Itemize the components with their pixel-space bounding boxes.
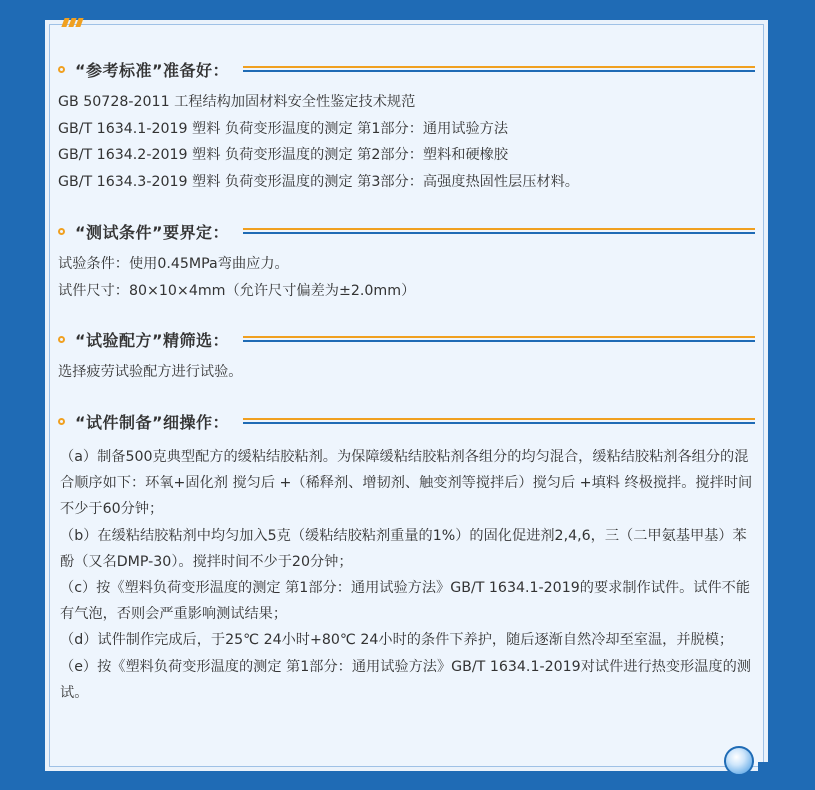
section-body [58, 251, 755, 304]
section-heading [58, 58, 755, 80]
step-paragraph: （e）按《塑料负荷变形温度的测定 第1部分：通用试验方法》GB/T 1634.1-2019对试件进行热变形温度的测试。 [60, 658, 751, 701]
section-title: “测试条件”要界定： [75, 222, 230, 242]
standard-line: GB/T 1634.2-2019 塑料 负荷变形温度的测定 第2部分：塑料和硬橡胶 [58, 147, 509, 163]
section-test-conditions [58, 220, 755, 304]
section-reference-standards [58, 58, 755, 195]
step-paragraph: （c）按《塑料负荷变形温度的测定 第1部分：通用试验方法》GB/T 1634.1-2019的要求制作试件。试件不能有气泡，否则会严重影响测试结果； [60, 580, 751, 623]
divider-rule [243, 336, 755, 342]
bullet-icon [58, 228, 65, 235]
section-heading [58, 220, 755, 242]
section-body [58, 359, 755, 386]
section-title: “试件制备”细操作： [75, 412, 230, 432]
section-heading [58, 410, 755, 432]
step-paragraph: （a）制备500克典型配方的缓粘结胶粘剂。为保障缓粘结胶粘剂各组分的均匀混合，缓粘结胶粘剂各组分的混合顺序如下：环氧+固化剂 搅匀后 +（稀释剂、增韧剂、触变剂等搅拌后）搅匀后 +填料 终极搅拌。搅拌时间不少于60分钟； [60, 449, 753, 518]
divider-rule [243, 66, 755, 72]
bullet-icon [58, 418, 65, 425]
bubble-icon [724, 746, 754, 776]
section-body [58, 89, 755, 195]
formula-line: 选择疲劳试验配方进行试验。 [58, 364, 243, 380]
standard-line: GB 50728-2011 工程结构加固材料安全性鉴定技术规范 [58, 94, 416, 110]
step-paragraph: （d）试件制作完成后，于25℃ 24小时+80℃ 24小时的条件下养护，随后逐渐自然冷却至室温，并脱模； [60, 632, 734, 649]
step-paragraph: （b）在缓粘结胶粘剂中均匀加入5克（缓粘结胶粘剂重量的1%）的固化促进剂2,4,6，三（二甲氨基甲基）苯酚（又名DMP-30）。搅拌时间不少于20分钟； [60, 527, 747, 570]
section-body [58, 444, 755, 706]
standard-line: GB/T 1634.3-2019 塑料 负荷变形温度的测定 第3部分：高强度热固性层压材料。 [58, 173, 579, 190]
decorative-stripes [63, 12, 84, 31]
section-specimen-preparation [58, 410, 755, 706]
standard-line: GB/T 1634.1-2019 塑料 负荷变形温度的测定 第1部分：通用试验方法 [58, 120, 509, 137]
bullet-icon [58, 66, 65, 73]
section-heading [58, 328, 755, 350]
section-title: “试验配方”精筛选： [75, 330, 230, 350]
condition-line: 试件尺寸：80×10×4mm（允许尺寸偏差为±2.0mm） [58, 282, 416, 299]
corner-tab [758, 762, 770, 773]
condition-line: 试验条件：使用0.45MPa弯曲应力。 [58, 256, 289, 272]
divider-rule [243, 228, 755, 234]
divider-rule [243, 418, 755, 424]
section-title: “参考标准”准备好： [75, 60, 230, 80]
section-test-formula [58, 328, 755, 386]
bullet-icon [58, 336, 65, 343]
